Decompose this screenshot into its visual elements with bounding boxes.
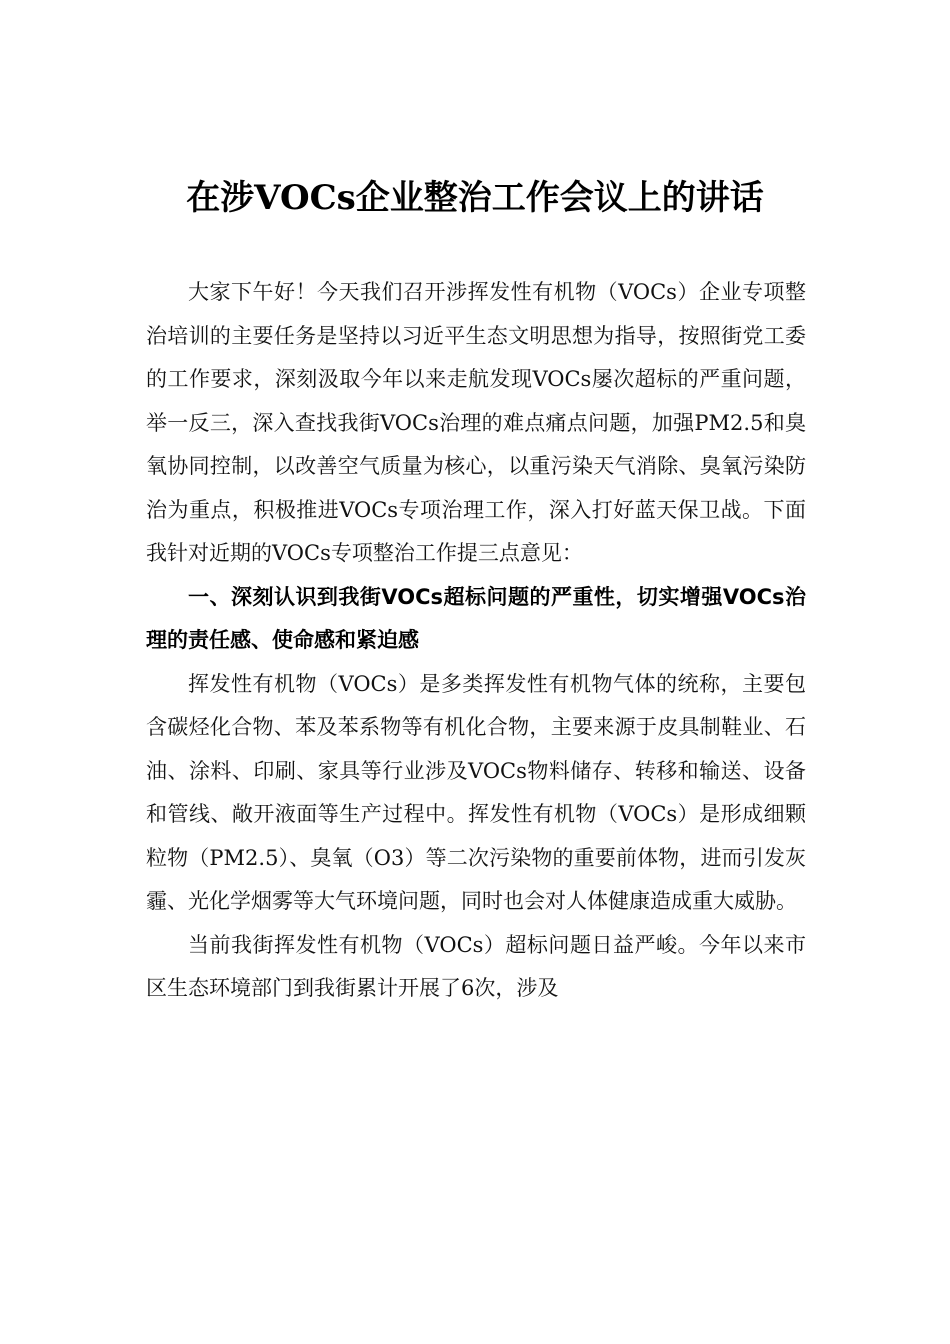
section-heading-1: 一、深刻认识到我街VOCs超标问题的严重性，切实增强VOCs治理的责任感、使命感和紧迫感: [146, 584, 806, 652]
paragraph-current-situation: 当前我街挥发性有机物（VOCs）超标问题日益严峻。今年以来市区生态环境部门到我街累计开展了6次，涉及: [146, 932, 806, 1000]
document-title: 在涉VOCs企业整治工作会议上的讲话: [186, 178, 764, 218]
paragraph-vocs-definition: 挥发性有机物（VOCs）是多类挥发性有机物气体的统称，主要包含碳烃化合物、苯及苯系物等有机化合物，主要来源于皮具制鞋业、石油、涂料、印刷、家具等行业涉及VOCs物料储存、转移和输送、设备和管线、敞开液面等生产过程中。挥发性有机物（VOCs）是形成细颗粒物（PM2.5）、臭氧（O3）等二次污染物的重要前体物，进而引发灰霾、光化学烟雾等大气环境问题，同时也会对人体健康造成重大威胁。: [146, 671, 806, 913]
paragraph-opening: 大家下午好！今天我们召开涉挥发性有机物（VOCs）企业专项整治培训的主要任务是坚持以习近平生态文明思想为指导，按照街党工委的工作要求，深刻汲取今年以来走航发现VOCs屡次超标的严重问题，举一反三，深入查找我街VOCs治理的难点痛点问题，加强PM2.5和臭氧协同控制，以改善空气质量为核心，以重污染天气消除、臭氧污染防治为重点，积极推进VOCs专项治理工作，深入打好蓝天保卫战。下面我针对近期的VOCs专项整治工作提三点意见：: [146, 280, 806, 565]
document-body: [146, 271, 806, 1011]
